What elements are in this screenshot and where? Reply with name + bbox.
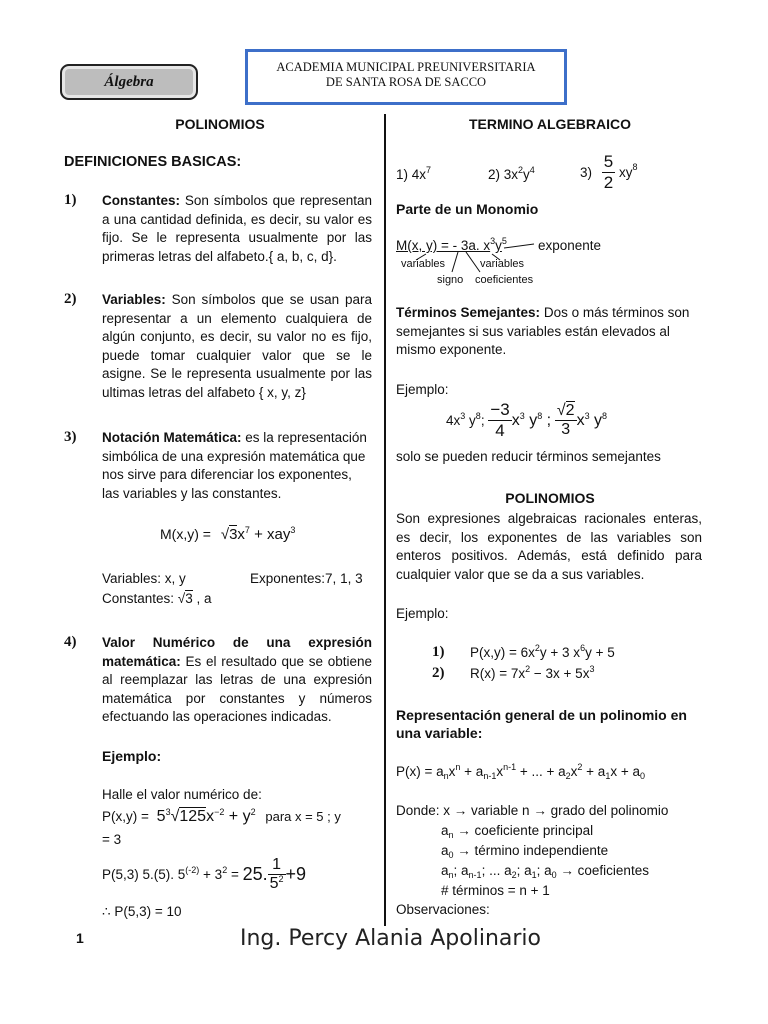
item-3-term: Notación Matemática: (102, 430, 242, 445)
parte-title: Parte de un Monomio (396, 201, 539, 217)
semejantes-term: Términos Semejantes: (396, 305, 541, 320)
page-number: 1 (76, 930, 84, 946)
sem-c-yexp: 8 (602, 410, 608, 421)
mono-base: M(x, y) = - 3a. x (396, 238, 491, 253)
right-title: TERMINO ALGEBRAICO (468, 116, 632, 132)
p1-expr (470, 645, 615, 660)
sem-b-bot: 4 (495, 421, 505, 440)
pxy-x: x (206, 808, 215, 825)
p53-label: P(5,3) 5.(5). 5 (102, 867, 186, 882)
item-2-num: 2) (64, 291, 77, 307)
observaciones: Observaciones: (396, 902, 490, 917)
gen-n1: n-1 (483, 771, 497, 781)
p2-e2: 3 (589, 664, 595, 674)
general-formula (396, 764, 645, 779)
item-1-term: Constantes: (102, 193, 181, 208)
donde4-s3: 2 (511, 870, 517, 880)
pxy-root: 125 (179, 808, 207, 825)
ex3-fraction (602, 152, 615, 193)
right-ejemplo-2: Ejemplo: (396, 606, 449, 621)
p1-b: y + 3 x (539, 645, 581, 660)
p1-c: y + 5 (585, 645, 615, 660)
halle-text: Halle el valor numérico de: (102, 787, 262, 802)
item-3-num: 3) (64, 429, 77, 445)
donde3-sub: 0 (448, 850, 454, 860)
item-1-num: 1) (64, 192, 77, 208)
pxy-formula (102, 808, 378, 826)
sem-c-exp: 3 (584, 410, 590, 421)
left-title: POLINOMIOS (175, 116, 265, 132)
sem-a-y: y (465, 413, 476, 428)
subject-label: Álgebra (104, 74, 154, 90)
mxy-exp1: 7 (244, 525, 250, 535)
semejantes-text (396, 304, 702, 360)
gen-x: x (448, 764, 456, 779)
p53-mid: + 3 (199, 867, 223, 882)
result-line: ∴ P(5,3) = 10 (102, 904, 182, 919)
pxy-index: 3 (165, 807, 171, 817)
pxy-coef: 5 (156, 808, 166, 825)
donde4-s2: n-1 (468, 870, 482, 880)
right-ejemplo-1: Ejemplo: (396, 382, 449, 397)
constantes-tail: , a (196, 591, 212, 606)
ex3-tail: xy (619, 165, 633, 180)
item-2-term: Variables: (102, 292, 166, 307)
p53-formula (102, 856, 306, 893)
header-line-2: DE SANTA ROSA DE SACCO (325, 75, 487, 89)
sem-c-bot: 3 (561, 421, 571, 438)
sem-b-top: −3 (490, 400, 510, 419)
gen-xn: n (455, 762, 461, 772)
solo-text: solo se pueden reducir términos semejantes (396, 449, 661, 464)
mono-exponente-label: exponente (538, 238, 602, 253)
sem-c-tail (577, 412, 607, 429)
sem-c-x: x (576, 411, 585, 429)
header-line-1: ACADEMIA MUNICIPAL PREUNIVERSITARIA (276, 60, 536, 74)
p53-exp2: 2 (222, 865, 228, 875)
p1-a: P(x,y) = 6x (470, 645, 535, 660)
donde-2 (441, 823, 593, 838)
gen-1: 1 (605, 771, 611, 781)
sem-c-fraction (555, 402, 577, 439)
poli-text: Son expresiones algebraicas racionales enteras, es decir, los exponentes de las variables son enteros positivos. Además, está definido para cualquier valor que se da a sus variables. (396, 511, 702, 582)
donde4-c: ; ... a (481, 863, 512, 878)
rep-title: Representación general de un polinomio en una variable: (396, 707, 687, 741)
pxy-label: P(x,y) = (102, 809, 149, 824)
author-footer: Ing. Percy Alania Apolinario (240, 926, 541, 951)
p53-frac-bot-exp: 2 (278, 874, 284, 884)
p53-left (102, 867, 243, 882)
gen-n: n (443, 771, 449, 781)
sem-b-fraction (488, 400, 511, 441)
item-2-text (102, 291, 372, 402)
donde4-d: ; a (516, 863, 532, 878)
gen-xn1: n-1 (503, 762, 517, 772)
item-4-term: Valor Numérico de una expresión matemática: (102, 635, 372, 669)
pxy-plus: + y (228, 808, 251, 825)
item-2-body: Son símbolos que se usan para representar a un elemento cualquiera de algún conjunto, es decir, su valor no es fijo, puede tomar cualquier valor que se le asigne. Se le representa usualmente por las ultimas letras del alfabeto { x, y, z} (102, 292, 372, 400)
item-1-body: Son símbolos que representan a una cantidad definida, es decir, su valor es fijo. Se le representa usualmente por las primeras letras del alfabeto.{ a, b, c, d}. (102, 193, 372, 264)
ex3-bot: 2 (603, 173, 614, 192)
sem-c-root: 2 (565, 402, 575, 419)
pxy-xexp: −2 (214, 807, 225, 817)
left-ejemplo: Ejemplo: (102, 748, 162, 764)
constantes-root: 3 (185, 591, 193, 606)
left-subtitle: DEFINICIONES BASICAS: (64, 154, 242, 170)
item-4-num: 4) (64, 634, 77, 650)
ex2-yexp: 4 (529, 165, 535, 175)
p53-eq: = (227, 867, 243, 882)
donde2-sub: n (448, 830, 454, 840)
p53-exp: (-2) (185, 865, 200, 875)
p2-expr (470, 666, 594, 681)
donde4-f: → coeficientes (556, 863, 649, 878)
item-4-text (102, 634, 372, 727)
mono-coeficientes: coeficientes (475, 274, 534, 286)
donde4-s5: 0 (551, 870, 557, 880)
p2-b: − 3x + 5x (530, 666, 590, 681)
ex3-exp: 8 (632, 162, 638, 173)
ex2-base: 2) 3x (488, 167, 519, 182)
donde-5: # términos = n + 1 (441, 883, 550, 898)
sem-b-exp: 3 (519, 410, 525, 421)
term-example-2 (488, 167, 535, 182)
sem-b-tail: $x^3$ $y^8$ ; (511, 410, 552, 429)
item-3-text (102, 429, 372, 503)
academy-header (245, 49, 567, 105)
ex3-num: 3) (580, 165, 593, 180)
ex2-exp: 2 (518, 165, 524, 175)
mono-yexp: 5 (501, 236, 507, 246)
pxy-expr: $5^3√125x^{-2} + y^2$ (156, 807, 256, 825)
donde-1: Donde: x → variable n → grado del polinomio (396, 803, 669, 818)
gen-e: x + a (610, 764, 640, 779)
mono-exp: 3 (490, 236, 496, 246)
variables-line: Variables: x, y (102, 571, 186, 586)
donde2-b: → coeficiente principal (453, 823, 594, 838)
p53-frac-top: 1 (268, 856, 286, 875)
item-3-body: es la representación simbólica de una expresión matemática que nos sirve para diferenciar los exponentes, las variables y las constantes. (102, 430, 367, 501)
mxy-root: 3 (229, 526, 238, 543)
gen-b: + a (460, 764, 484, 779)
gen-x2: x (496, 764, 504, 779)
mxy-exp2: 3 (290, 525, 296, 535)
ex1-base: 1) 4x (396, 167, 427, 182)
subject-tab (60, 64, 198, 100)
sem-a: $4x^3$ $y^8$; (446, 411, 485, 428)
mxy-label: M(x,y) = (160, 526, 211, 542)
sem-c-top: √2 (556, 402, 575, 419)
term-example-3 (580, 152, 638, 193)
mono-variables-2: variables (480, 258, 525, 270)
pxy-yexp: 2 (250, 807, 256, 817)
mxy-formula (160, 526, 295, 543)
p2-a: R(x) = 7x (470, 666, 526, 681)
p1-num: 1) (432, 644, 445, 660)
gen-d: + a (582, 764, 606, 779)
term-example-1 (396, 167, 431, 182)
sem-c-y: y (589, 411, 603, 429)
ex2-y: y (523, 167, 530, 182)
mono-signo: signo (437, 274, 464, 286)
mono-y: y (495, 238, 502, 253)
constantes-line: Constantes: √3 , a (102, 591, 212, 606)
donde3-a: a (441, 843, 449, 858)
mxy-rest: + xay (249, 526, 291, 543)
mxy-expr: $√3x^7 + xay^3$ (220, 525, 296, 543)
sem-a-yexp: 8 (475, 411, 481, 421)
donde4-b: ; a (453, 863, 469, 878)
gen-a: P(x) = a (396, 764, 444, 779)
gen-0: 0 (640, 771, 646, 781)
semejantes-body: Dos o más términos son semejantes si sus variables están elevados al mismo exponente. (396, 305, 690, 357)
donde2-a: a (441, 823, 449, 838)
p53-frac-bot (268, 875, 286, 893)
sem-b-yexp: 8 (537, 410, 543, 421)
gen-2: 2 (565, 771, 571, 781)
donde-4 (441, 863, 649, 878)
gen-c: + ... + a (516, 764, 566, 779)
constantes-label: Constantes: (102, 591, 175, 606)
sem-a-base: 4x (446, 413, 461, 428)
donde4-a: a (441, 863, 449, 878)
p1-e2: 6 (580, 643, 586, 653)
pxy-condition-2: = 3 (102, 832, 122, 847)
p53-plus9: +9 (285, 864, 307, 884)
donde4-s1: n (448, 870, 454, 880)
p53-big: 25. (242, 864, 268, 884)
item-4-body: Es el resultado que se obtiene al reemplazar las letras de una expresión matemática por constantes y números efectuando las operaciones indicadas. (102, 653, 372, 724)
p2-num: 2) (432, 665, 445, 681)
donde4-s4: 1 (531, 870, 537, 880)
donde-3 (441, 843, 608, 858)
pxy-condition: para x = 5 ; y (265, 809, 341, 824)
gen-x3: x (570, 764, 578, 779)
gen-x3e: 2 (577, 762, 583, 772)
p1-e1: 2 (534, 643, 540, 653)
sem-b-y: y (524, 411, 538, 429)
sem-a-exp: 3 (460, 411, 466, 421)
item-1-text (102, 192, 372, 266)
sem-b-x: x (511, 411, 520, 429)
donde3-b: → término independiente (453, 843, 609, 858)
column-divider (384, 114, 386, 926)
ex3-top: 5 (603, 152, 614, 171)
mono-variables-1: variables (401, 258, 446, 270)
ex1-exp: 7 (426, 165, 432, 175)
donde4-e: ; a (536, 863, 552, 878)
poli-title: POLINOMIOS (505, 490, 595, 506)
p53-fraction (268, 856, 286, 893)
semejantes-example (446, 400, 607, 441)
p53-frac-bot-base: 5 (269, 875, 279, 892)
p2-e1: 2 (525, 664, 531, 674)
mxy-x: x (237, 526, 245, 543)
exponentes-line: Exponentes:7, 1, 3 (250, 571, 363, 586)
